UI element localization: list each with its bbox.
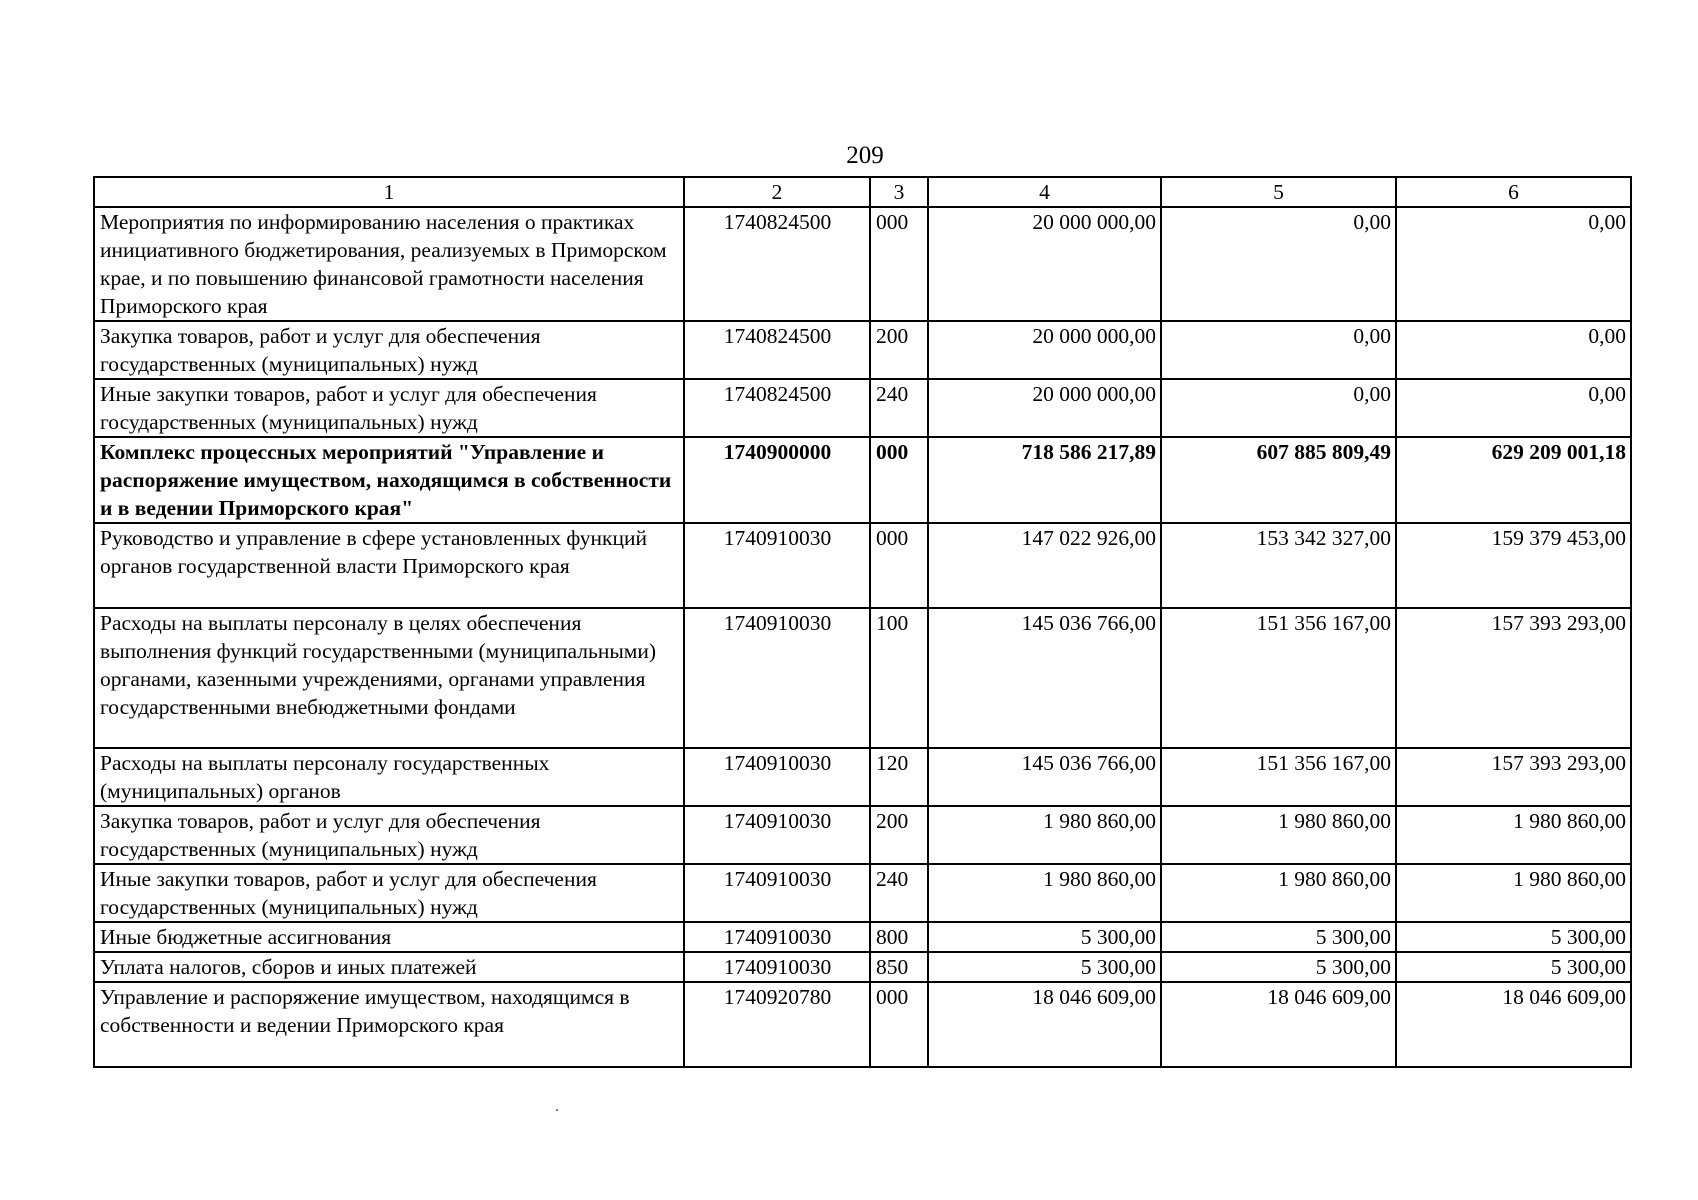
row-type: 240 [870, 864, 928, 922]
col-header-2: 2 [684, 177, 870, 207]
row-value-4: 18 046 609,00 [928, 982, 1161, 1067]
row-value-4: 20 000 000,00 [928, 207, 1161, 321]
row-value-5: 0,00 [1161, 321, 1396, 379]
row-value-5: 151 356 167,00 [1161, 608, 1396, 748]
row-value-5: 0,00 [1161, 207, 1396, 321]
row-value-6: 0,00 [1396, 379, 1631, 437]
col-header-6: 6 [1396, 177, 1631, 207]
row-name: Мероприятия по информированию населения о практиках инициативного бюджетирования, реализуемых в Приморском крае, и по повышению финансовой грамотности населения Приморского края [94, 207, 684, 321]
table-row [94, 864, 1631, 922]
col-header-3: 3 [870, 177, 928, 207]
row-name: Управление и распоряжение имуществом, находящимся в собственности и ведении Приморского края [94, 982, 684, 1067]
row-type: 000 [870, 437, 928, 523]
row-value-6: 5 300,00 [1396, 952, 1631, 982]
row-code: 1740910030 [684, 952, 870, 982]
row-value-5: 1 980 860,00 [1161, 864, 1396, 922]
row-type: 200 [870, 806, 928, 864]
row-value-5: 151 356 167,00 [1161, 748, 1396, 806]
row-value-4: 5 300,00 [928, 922, 1161, 952]
table-row [94, 922, 1631, 952]
row-value-6: 0,00 [1396, 321, 1631, 379]
row-code: 1740824500 [684, 321, 870, 379]
page-number: 209 [846, 142, 884, 169]
row-value-4: 718 586 217,89 [928, 437, 1161, 523]
table-row [94, 207, 1631, 321]
row-value-4: 147 022 926,00 [928, 523, 1161, 608]
table-row [94, 321, 1631, 379]
row-value-5: 607 885 809,49 [1161, 437, 1396, 523]
budget-table [93, 176, 1632, 1068]
row-name: Расходы на выплаты персоналу государственных (муниципальных) органов [94, 748, 684, 806]
table-row [94, 806, 1631, 864]
row-type: 800 [870, 922, 928, 952]
table-row [94, 379, 1631, 437]
row-type: 100 [870, 608, 928, 748]
table-row [94, 523, 1631, 608]
row-code: 1740910030 [684, 748, 870, 806]
row-name: Иные бюджетные ассигнования [94, 922, 684, 952]
row-code: 1740824500 [684, 379, 870, 437]
row-code: 1740910030 [684, 608, 870, 748]
row-value-4: 145 036 766,00 [928, 748, 1161, 806]
row-value-6: 157 393 293,00 [1396, 608, 1631, 748]
row-value-6: 0,00 [1396, 207, 1631, 321]
row-value-5: 153 342 327,00 [1161, 523, 1396, 608]
row-value-6: 629 209 001,18 [1396, 437, 1631, 523]
row-value-4: 1 980 860,00 [928, 864, 1161, 922]
row-value-5: 0,00 [1161, 379, 1396, 437]
row-code: 1740920780 [684, 982, 870, 1067]
row-code: 1740824500 [684, 207, 870, 321]
row-value-6: 1 980 860,00 [1396, 864, 1631, 922]
row-value-6: 18 046 609,00 [1396, 982, 1631, 1067]
table-row [94, 982, 1631, 1067]
row-value-6: 5 300,00 [1396, 922, 1631, 952]
col-header-1: 1 [94, 177, 684, 207]
row-name: Иные закупки товаров, работ и услуг для обеспечения государственных (муниципальных) нужд [94, 864, 684, 922]
row-type: 000 [870, 982, 928, 1067]
table-row [94, 437, 1631, 523]
row-value-4: 20 000 000,00 [928, 321, 1161, 379]
row-name: Руководство и управление в сфере установленных функций органов государственной власти Приморского края [94, 523, 684, 608]
row-value-5: 5 300,00 [1161, 952, 1396, 982]
row-type: 240 [870, 379, 928, 437]
row-type: 200 [870, 321, 928, 379]
row-code: 1740910030 [684, 864, 870, 922]
row-value-4: 5 300,00 [928, 952, 1161, 982]
row-value-4: 20 000 000,00 [928, 379, 1161, 437]
row-name: Расходы на выплаты персоналу в целях обеспечения выполнения функций государственными (муниципальными) органами, казенными учреждениями, органами управления государственными внебюджетными фондами [94, 608, 684, 748]
row-type: 850 [870, 952, 928, 982]
row-name: Закупка товаров, работ и услуг для обеспечения государственных (муниципальных) нужд [94, 321, 684, 379]
table-row [94, 608, 1631, 748]
table-row [94, 952, 1631, 982]
row-value-6: 157 393 293,00 [1396, 748, 1631, 806]
table-row [94, 748, 1631, 806]
row-type: 120 [870, 748, 928, 806]
header-row [94, 177, 1631, 207]
row-value-6: 1 980 860,00 [1396, 806, 1631, 864]
row-value-4: 145 036 766,00 [928, 608, 1161, 748]
row-code: 1740910030 [684, 806, 870, 864]
row-type: 000 [870, 523, 928, 608]
row-code: 1740900000 [684, 437, 870, 523]
row-value-5: 1 980 860,00 [1161, 806, 1396, 864]
row-name: Иные закупки товаров, работ и услуг для обеспечения государственных (муниципальных) нужд [94, 379, 684, 437]
row-name: Комплекс процессных мероприятий "Управление и распоряжение имуществом, находящимся в собственности и в ведении Приморского края" [94, 437, 684, 523]
row-code: 1740910030 [684, 922, 870, 952]
row-code: 1740910030 [684, 523, 870, 608]
col-header-5: 5 [1161, 177, 1396, 207]
row-value-5: 5 300,00 [1161, 922, 1396, 952]
row-value-6: 159 379 453,00 [1396, 523, 1631, 608]
row-type: 000 [870, 207, 928, 321]
col-header-4: 4 [928, 177, 1161, 207]
row-value-5: 18 046 609,00 [1161, 982, 1396, 1067]
scan-speck [556, 1109, 558, 1111]
row-name: Уплата налогов, сборов и иных платежей [94, 952, 684, 982]
row-value-4: 1 980 860,00 [928, 806, 1161, 864]
row-name: Закупка товаров, работ и услуг для обеспечения государственных (муниципальных) нужд [94, 806, 684, 864]
